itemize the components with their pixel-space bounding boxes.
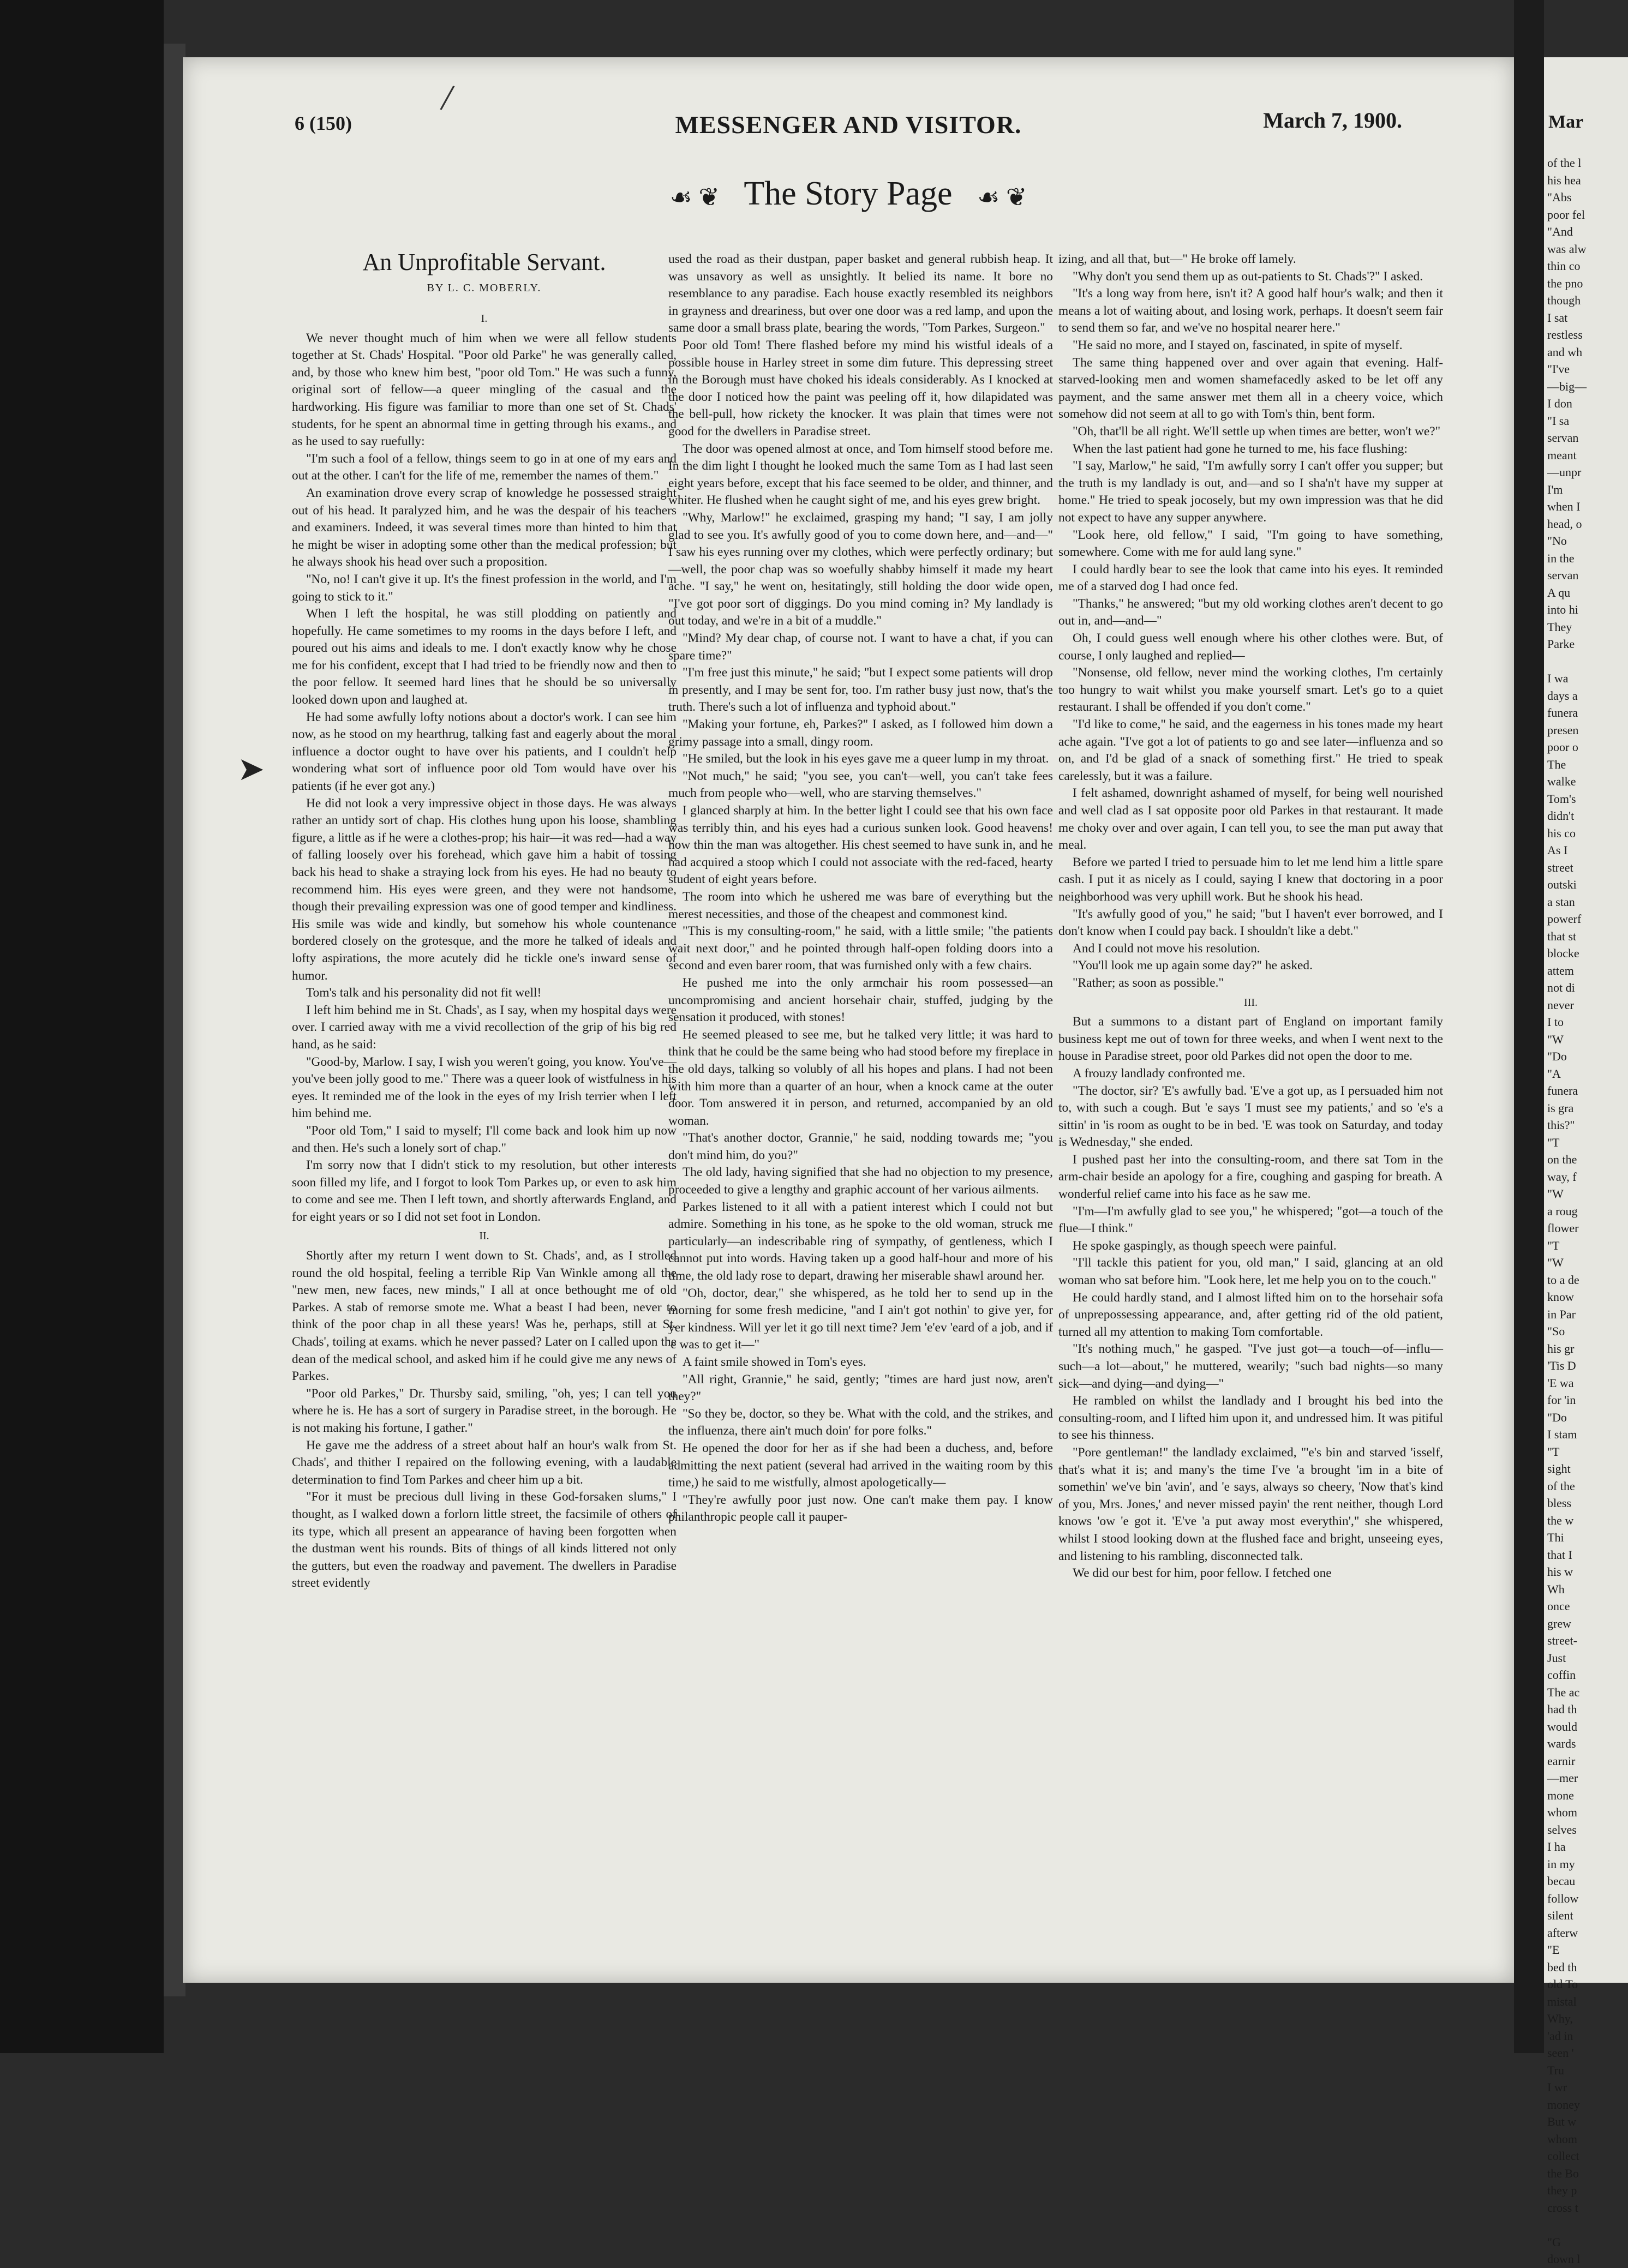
adjacent-page-line: restless bbox=[1547, 328, 1583, 341]
column-1 bbox=[292, 308, 677, 1592]
adjacent-page-line: thin co bbox=[1547, 259, 1581, 273]
adjacent-page-line: never bbox=[1547, 998, 1574, 1012]
masthead: MESSENGER AND VISITOR. bbox=[675, 111, 1022, 139]
adjacent-page-line: was alw bbox=[1547, 242, 1587, 256]
adjacent-page-line: But w bbox=[1547, 2115, 1577, 2128]
adjacent-page-line: a stan bbox=[1547, 895, 1575, 909]
story-paragraph: "Making your fortune, eh, Parkes?" I asked, as I followed him down a grimy passage into a small, dingy room. bbox=[668, 717, 1053, 749]
adjacent-page-line: street bbox=[1547, 860, 1573, 874]
issue-date: March 7, 1900. bbox=[1263, 108, 1402, 133]
adjacent-page-line: coffin bbox=[1547, 1668, 1576, 1682]
adjacent-page-line: —big— bbox=[1547, 379, 1587, 393]
story-paragraph: "He smiled, but the look in his eyes gave me a queer lump in my throat. bbox=[683, 752, 1049, 766]
story-paragraph: I'm sorry now that I didn't stick to my resolution, but other interests soon filled my life, and I forgot to look Tom Parkes up, or even to ask him to come and see me. Then I left town, and shortly afterwards England, and for eight years or so I did not set foot in London. bbox=[292, 1158, 677, 1224]
adjacent-page-line: "W bbox=[1547, 1187, 1564, 1201]
adjacent-page-line: The ac bbox=[1547, 1685, 1580, 1699]
adjacent-page-line: attem bbox=[1547, 963, 1574, 977]
adjacent-page-line: to a de bbox=[1547, 1273, 1579, 1287]
story-paragraph: I glanced sharply at him. In the better light I could see that his own face was terribly thin, and his eyes had a curious sunken look. Good heavens! how thin the man was altogether. His chest seemed to have sunk in, and he had acquired a stoop which I could not associate with the red-faced, hearty student of eight years before. bbox=[668, 803, 1053, 887]
adjacent-page-line: into hi bbox=[1547, 603, 1578, 616]
adjacent-page-line: his w bbox=[1547, 1565, 1573, 1579]
story-paragraph: Before we parted I tried to persuade him to let me lend him a little spare cash. I put it as nicely as I could, saying I knew that doctoring in a poor neighborhood was very uphill work. But he shook his head. bbox=[1058, 855, 1443, 904]
adjacent-page-line: once bbox=[1547, 1599, 1570, 1613]
adjacent-page-line: They bbox=[1547, 620, 1572, 634]
story-paragraph: I left him behind me in St. Chads', as I say, when my hospital days were over. I carried away with me a vivid recollection of the grip of his big red hand, as he said: bbox=[292, 1003, 677, 1052]
adjacent-page-line: As I bbox=[1547, 843, 1568, 857]
story-paragraph: When the last patient had gone he turned to me, his face flushing: bbox=[1073, 441, 1408, 456]
story-paragraph: "I say, Marlow," he said, "I'm awfully sorry I can't offer you supper; but the truth is my landlady is out, and—and so I sha'n't have my supper at home." He tried to speak jocosely, but my own impression was that he did not expect to have any supper anywhere. bbox=[1058, 459, 1443, 525]
story-paragraph: "All right, Grannie," he said, gently; "times are hard just now, aren't they?" bbox=[668, 1372, 1053, 1404]
page-number: 6 (150) bbox=[295, 112, 352, 134]
story-paragraph: "So they be, doctor, so they be. What with the cold, and the strikes, and the influenza, there ain't much doin' for pore folks." bbox=[668, 1406, 1053, 1438]
story-paragraph: used the road as their dustpan, paper basket and general rubbish heap. It was unsavory as well as unsightly. It belied its name. It bore no resemblance to any paradise. Each house exactly resembled its neighbors in grayness and dreariness, but over one door was a red lamp, and upon the same door a small brass plate, bearing the words, "Tom Parkes, Surgeon." bbox=[668, 252, 1053, 335]
adjacent-page-line: follow bbox=[1547, 1891, 1579, 1905]
adjacent-page-line: funera bbox=[1547, 1084, 1578, 1097]
story-paragraph: "It's nothing much," he gasped. "I've just got—a touch—of—influ—such—a lot—about," he muttered, wearily; "such bad nights—so many sick—and dying—and dying—" bbox=[1058, 1342, 1443, 1391]
adjacent-page-line: money bbox=[1547, 2097, 1580, 2111]
story-paragraph: "I'm such a fool of a fellow, things seem to go in at one of my ears and out at the other. I can't for the life of me, remember the names of them." bbox=[292, 451, 677, 483]
story-paragraph: But a summons to a distant part of England on important family business kept me out of town for three weeks, and when I went next to the house in Paradise street, poor old Parkes did not open the door to me. bbox=[1058, 1015, 1443, 1064]
story-paragraph: "They're awfully poor just now. One can't make them pay. I know philanthropic people call it pauper- bbox=[668, 1492, 1053, 1525]
adjacent-page-line: selves bbox=[1547, 1822, 1577, 1837]
adjacent-page-line: "Abs bbox=[1547, 190, 1572, 204]
adjacent-page-line: his hea bbox=[1547, 173, 1581, 187]
story-paragraph: "I'd like to come," he said, and the eagerness in his tones made my heart ache again. "I've got a lot of patients to go and see later—influenza and so on, and I'd be glad of a snack of something first." He tried to speak carelessly, but it was a failure. bbox=[1058, 717, 1443, 783]
section-title bbox=[183, 175, 1514, 213]
story-paragraph: "Look here, old fellow," I said, "I'm going to have something, somewhere. Come with me for auld lang syne." bbox=[1058, 527, 1443, 560]
story-paragraph: "No, no! I can't give it up. It's the finest profession in the world, and I'm going to stick to it." bbox=[292, 572, 677, 604]
adjacent-page-line bbox=[1544, 653, 1628, 670]
adjacent-page-line: the pno bbox=[1547, 276, 1583, 290]
story-paragraph: "I'm—I'm awfully glad to see you," he whispered; "got—a touch of the flue—I think." bbox=[1058, 1204, 1443, 1236]
adjacent-page-line: grew bbox=[1547, 1616, 1571, 1630]
story-paragraph: Poor old Tom! There flashed before my mind his wistful ideals of a possible house in Harley street in some dim future. This depressing street in the Borough must have choked his ideals considerably. As I knocked at the door I noticed how the paint was peeling off it, how dilapidated was the bell-pull, how rickety the knocker. It was plain that times were not good for the dwellers in Paradise street. bbox=[668, 338, 1053, 439]
adjacent-page-line: walke bbox=[1547, 775, 1576, 788]
story-paragraph: I felt ashamed, downright ashamed of myself, for being well nourished and well clad as I sat opposite poor old Parkes in that restaurant. It made me choky over and over again, I can tell you, to see the man put away that meal. bbox=[1058, 786, 1443, 853]
adjacent-page-line: poor o bbox=[1547, 740, 1578, 754]
adjacent-page-line: "And bbox=[1547, 225, 1573, 238]
adjacent-page-line: 'ad in bbox=[1547, 2029, 1573, 2043]
adjacent-page-line: of the bbox=[1547, 1479, 1575, 1493]
adjacent-page-line: collect bbox=[1547, 2149, 1579, 2163]
story-paragraph: A faint smile showed in Tom's eyes. bbox=[683, 1355, 866, 1369]
adjacent-page-line: "T bbox=[1547, 1444, 1560, 1459]
story-paragraph: Tom's talk and his personality did not fit well! bbox=[306, 986, 542, 1000]
adjacent-page-line: 'E wa bbox=[1547, 1376, 1574, 1390]
margin-arrow-icon: ➤ bbox=[237, 751, 265, 787]
story-paragraph: "Oh, that'll be all right. We'll settle up when times are better, won't we?" bbox=[1073, 424, 1441, 439]
newspaper-page bbox=[183, 57, 1514, 1983]
adjacent-page-line: days a bbox=[1547, 688, 1578, 703]
adjacent-page-line: that I bbox=[1547, 1547, 1572, 1562]
adjacent-page-line: funera bbox=[1547, 706, 1578, 719]
section-numeral: II. bbox=[479, 1230, 489, 1243]
story-title: An Unprofitable Servant. bbox=[362, 249, 606, 275]
adjacent-page-line: "A bbox=[1547, 1066, 1561, 1081]
story-paragraph: "This is my consulting-room," he said, with a little smile; "the patients wait next door," and he pointed through half-open folding doors into a second and even barer room, that was furnished only with a few chairs. bbox=[668, 924, 1053, 973]
adjacent-page-line: silent bbox=[1547, 1909, 1573, 1922]
adjacent-page-line: "W bbox=[1547, 1032, 1564, 1046]
adjacent-page-line: the Bo bbox=[1547, 2166, 1579, 2180]
story-paragraph: "Pore gentleman!" the landlady exclaimed, "'e's bin and starved 'isself, that's what it is; and many's the time I've 'a brought 'im in a bite of somethin' we've bin 'avin', and 'e says, always so cheery, 'Now that's kind of you, Mrs. Jones,' and never missed payin' the rent neither, though Lord knows 'ow 'e got it. 'E've 'a put away most everythin'," she whispered, whilst I stood looking down at the flushed face and bright, unseeing eyes, and listening to his rambling, disconnected talk. bbox=[1058, 1445, 1443, 1563]
story-paragraph: An examination drove every scrap of knowledge he possessed straight out of his head. It paralyzed him, and he was the despair of his teachers and examiners. Indeed, it was several times more than hinted to him that he might be wiser in adopting some other than the medical profession; but he always shook his head over such a proposition. bbox=[292, 485, 677, 569]
adjacent-page-line: "W bbox=[1547, 1256, 1564, 1269]
adjacent-page-line: Why, bbox=[1547, 2012, 1573, 2025]
adjacent-page-line: down l bbox=[1547, 2252, 1581, 2266]
story-paragraph: We did our best for him, poor fellow. I fetched one bbox=[1073, 1566, 1332, 1581]
story-paragraph: "Good-by, Marlow. I say, I wish you weren't going, you know. You've—you've been jolly good to me." There was a queer look of wistfulness in his eyes. It reminded me of the look in the eyes of my Irish terrier when I left him behind me. bbox=[292, 1054, 677, 1121]
story-paragraph: He rambled on whilst the landlady and I brought his bed into the consulting-room, and I lifted him upon it, and undressed him. It was pitiful to see his thinness. bbox=[1058, 1394, 1443, 1443]
adjacent-page-line: "Do bbox=[1547, 1049, 1567, 1063]
story-paragraph: "It's awfully good of you," he said; "but I haven't ever borrowed, and I don't know when I could pay back. I shouldn't like a debt." bbox=[1058, 907, 1443, 939]
story-paragraph: "Mind? My dear chap, of course not. I want to have a chat, if you can spare time?" bbox=[668, 631, 1053, 663]
adjacent-page-line: for 'in bbox=[1547, 1393, 1576, 1407]
adjacent-page-line: blocke bbox=[1547, 946, 1579, 960]
adjacent-page-line: Just bbox=[1547, 1651, 1566, 1665]
story-paragraph: He could hardly stand, and I almost lifted him on to the horsehair sofa of unprepossessing appearance, and, after getting rid of the old patient, turned all my attention to making Tom comfortable. bbox=[1058, 1290, 1443, 1339]
adjacent-page-line: I don bbox=[1547, 397, 1572, 410]
adjacent-page-line: whom bbox=[1547, 2132, 1577, 2146]
story-paragraph: The old lady, having signified that she had no objection to my presence, proceeded to give a lengthy and graphic account of her various ailments. bbox=[668, 1165, 1053, 1197]
adjacent-page-line: a roug bbox=[1547, 1204, 1578, 1218]
story-paragraph: "Oh, doctor, dear," she whispered, as he told her to send up in the morning for some fresh medicine, "and I ain't got nothin' to give yer, for yer kindness. Will yer let it go till next time? Jem 'e'ev 'eard of a job, and if 'e was to get it—" bbox=[668, 1286, 1053, 1352]
adjacent-page-line: Tom's bbox=[1547, 791, 1576, 806]
adjacent-page-line: wards bbox=[1547, 1737, 1576, 1750]
column-3 bbox=[1058, 251, 1443, 1582]
story-paragraph: "You'll look me up again some day?" he asked. bbox=[1073, 958, 1313, 973]
adjacent-page-line: I wa bbox=[1547, 671, 1569, 685]
adjacent-page-line: this?" bbox=[1547, 1118, 1575, 1132]
story-paragraph: "I'll tackle this patient for you, old man," I said, glancing at an old woman who sat before him. "Look here, let me help you on to the couch." bbox=[1058, 1256, 1443, 1288]
adjacent-page-line: Thi bbox=[1547, 1531, 1564, 1544]
adjacent-page-line: his co bbox=[1547, 826, 1576, 840]
story-paragraph: "Rather; as soon as possible." bbox=[1073, 975, 1224, 990]
adjacent-page-line: the w bbox=[1547, 1513, 1574, 1527]
story-paragraph: "Why don't you send them up as out-patients to St. Chads'?" I asked. bbox=[1073, 269, 1423, 284]
adjacent-page-line: mone bbox=[1547, 1788, 1574, 1802]
adjacent-page-line: presen bbox=[1547, 723, 1579, 737]
adjacent-page-line: servan bbox=[1547, 431, 1579, 445]
story-paragraph: "Why, Marlow!" he exclaimed, grasping my hand; "I say, I am jolly glad to see you. It's awfully good of you to come down here, and—and—" I saw his eyes running over my clothes, which were perfectly ordinary; but—well, the poor chap was so woefully shabby himself it made my heart ache. "I say," he went on, hesitatingly, still holding the door wide open, "I've got poor sort of diggings. Do you mind coming in? My landlady is out today, and we're in a bit of a muddle." bbox=[668, 510, 1053, 628]
adjacent-page-line: and wh bbox=[1547, 345, 1583, 359]
adjacent-page-line: A qu bbox=[1547, 585, 1571, 599]
binding-shadow bbox=[0, 0, 164, 2053]
fleuron-icon: ☙ ❦ bbox=[977, 183, 1027, 211]
adjacent-page-line: flower bbox=[1547, 1221, 1579, 1235]
story-byline: BY L. C. MOBERLY. bbox=[427, 282, 542, 294]
adjacent-page-line: poor fel bbox=[1547, 207, 1585, 221]
story-paragraph: The door was opened almost at once, and Tom himself stood before me. In the dim light I thought he looked much the same Tom as I had last seen eight years before, except that his face seemed to be older, and thinner, and whiter. He flushed when he caught sight of me, and his eyes grew bright. bbox=[668, 441, 1053, 508]
story-paragraph: He gave me the address of a street about half an hour's walk from St. Chads', and thither I repaired on the following evening, with a laudable determination to find Tom Parkes and cheer him up a bit. bbox=[292, 1438, 677, 1487]
adjacent-page-line: The bbox=[1547, 757, 1566, 771]
story-paragraph: "He said no more, and I stayed on, fascinated, in spite of myself. bbox=[1073, 338, 1403, 352]
adjacent-page-line: whom bbox=[1547, 1805, 1577, 1819]
story-paragraph: Parkes listened to it all with a patient interest which I could not but admire. Something in his tone, as he spoke to the old woman, struck me particularly—an indescribable ring of sympathy, of gentleness, which I cannot put into words. Having taken up a good half-hour and more of his time, the old lady rose to depart, drawing her miserable shawl around her. bbox=[668, 1199, 1053, 1283]
column-2 bbox=[668, 251, 1053, 1526]
adjacent-page-line: sight bbox=[1547, 1462, 1571, 1475]
adjacent-page-line: Wh bbox=[1547, 1582, 1565, 1596]
binding-edge bbox=[164, 44, 185, 1996]
adjacent-page-lines bbox=[1544, 154, 1628, 2268]
story-paragraph: izing, and all that, but—" He broke off lamely. bbox=[1058, 252, 1296, 266]
adjacent-page-line: old To bbox=[1547, 1977, 1578, 1991]
adjacent-page-line: "G bbox=[1547, 2235, 1561, 2249]
adjacent-page-line: I ha bbox=[1547, 1840, 1566, 1853]
story-paragraph: "Poor old Tom," I said to myself; I'll come back and look him up now and then. He's such a lonely sort of chap." bbox=[292, 1123, 677, 1155]
adjacent-page-line: is gra bbox=[1547, 1101, 1574, 1115]
story-paragraph: I pushed past her into the consulting-room, and there sat Tom in the arm-chair beside an apology for a fire, coughing and gasping for breath. A wonderful relief came into his face as he saw me. bbox=[1058, 1152, 1443, 1202]
adjacent-page-line: had th bbox=[1547, 1702, 1577, 1716]
story-paragraph: The room into which he ushered me was bare of everything but the merest necessities, and those of the cheapest and commonest kind. bbox=[668, 889, 1053, 921]
section-numeral: I. bbox=[481, 313, 488, 325]
adjacent-page-line: "I sa bbox=[1547, 413, 1570, 428]
story-paragraph: A frouzy landlady confronted me. bbox=[1073, 1066, 1246, 1081]
story-paragraph: He opened the door for her as if she had been a duchess, and, before admitting the next patient (several had arrived in the waiting room by this time,) he said to me wistfully, almost apologetically— bbox=[668, 1441, 1053, 1490]
adjacent-page-line: I sat bbox=[1547, 310, 1568, 325]
adjacent-page-line: afterw bbox=[1547, 1925, 1578, 1940]
adjacent-page-line: cross t bbox=[1547, 2200, 1578, 2215]
adjacent-page-line: way, f bbox=[1547, 1169, 1577, 1184]
adjacent-page-line: head, o bbox=[1547, 517, 1582, 531]
page-gutter bbox=[1514, 0, 1544, 2053]
story-paragraph: He did not look a very impressive object in those days. He was always rather an untidy sort of chap. His clothes hung upon his loose, shambling figure, a little as if he were a clothes-prop; his hair—it was red—had a way of falling loosely over his forehead, which gave him a habit of tossing back his head to shake a straying lock from his eyes. He had no beauty to recommend him. His eyes were green, and they were not handsome, though their prevailing expression was one of good temper and kindliness. His smile was wide and kindly, but somehow his whole countenance bordered closely on the grotesque, and the more he talked of ideals and lofty aspirations, the more acutely did he tickle one's inward sense of humor. bbox=[292, 796, 677, 983]
adjacent-page-line: mistal bbox=[1547, 1994, 1577, 2008]
adjacent-page-line: didn't bbox=[1547, 809, 1575, 823]
adjacent-page-line: I'm bbox=[1547, 482, 1563, 496]
adjacent-page-line: not di bbox=[1547, 981, 1575, 994]
adjacent-page-line: know bbox=[1547, 1290, 1574, 1304]
story-paragraph: The same thing happened over and over again that evening. Half-starved-looking men and women shamefacedly asked to be let off any payment, and the same answer met them all in a cheery voice, which somehow did not seem at all to go with Tom's thin, bent form. bbox=[1058, 355, 1443, 422]
story-paragraph: "Poor old Parkes," Dr. Thursby said, smiling, "oh, yes; I can tell you where he is. He has a sort of surgery in Paradise street, in the borough. He is not making his fortune, I gather." bbox=[292, 1386, 677, 1435]
adjacent-page-line: —unpr bbox=[1547, 465, 1582, 479]
adjacent-page-line: I wr bbox=[1547, 2080, 1567, 2094]
story-paragraph: He seemed pleased to see me, but he talked very little; it was hard to think that he could be the same being who had stood before my fireplace in the old days, talking so volubly of all his hopes and plans. I had not been with him more than a quarter of an hour, when a knock came at the outer door. Tom answered it in person, and returned, accompanied by an old woman. bbox=[668, 1027, 1053, 1128]
story-paragraph: I could hardly bear to see the look that came into his eyes. It reminded me of a starved dog I had once fed. bbox=[1058, 562, 1443, 594]
story-paragraph: When I left the hospital, he was still plodding on patiently and hopefully. He came sometimes to my rooms in the days before I left, and poured out his aims and ideals to me. I don't exactly know why he chose me for his confident, except that I had tried to be friendly now and then to the poor fellow. It seemed hard lines that he should be so universally looked down upon and laughed at. bbox=[292, 607, 677, 707]
adjacent-page-line: I stam bbox=[1547, 1427, 1577, 1441]
story-paragraph: And I could not move his resolution. bbox=[1073, 941, 1260, 956]
adjacent-page-fragment bbox=[1544, 57, 1628, 2266]
adjacent-page-line: in my bbox=[1547, 1857, 1575, 1871]
adjacent-page-line: "E bbox=[1547, 1943, 1560, 1957]
story-paragraph: He had some awfully lofty notions about a doctor's work. I can see him now, as he stood on my hearthrug, talking fast and eagerly about the moral influence a doctor ought to have over his patients, and I couldn't help wondering what sort of influence poor old Tom would have over his patients (if he ever got any.) bbox=[292, 710, 677, 794]
story-paragraph: He pushed me into the only armchair his room possessed—an uncompromising and ancient horsehair chair, stuffed, judging by the sensation it produced, with stones! bbox=[668, 975, 1053, 1025]
adjacent-page-line: servan bbox=[1547, 568, 1579, 582]
adjacent-page-line: would bbox=[1547, 1719, 1577, 1733]
adjacent-page-line: "So bbox=[1547, 1324, 1565, 1338]
adjacent-page-line: —mer bbox=[1547, 1771, 1578, 1785]
adjacent-page-line: Parke bbox=[1547, 637, 1575, 651]
adjacent-page-line: I to bbox=[1547, 1015, 1564, 1029]
adjacent-page-line: bed th bbox=[1547, 1960, 1577, 1974]
story-paragraph: Oh, I could guess well enough where his other clothes were. But, of course, I only laughed and replied— bbox=[1058, 631, 1443, 663]
section-numeral: III. bbox=[1244, 996, 1258, 1009]
adjacent-page-line: bless bbox=[1547, 1496, 1571, 1510]
adjacent-page-line: meant bbox=[1547, 448, 1577, 462]
adjacent-page-line: "T bbox=[1547, 1135, 1560, 1149]
story-paragraph: "For it must be precious dull living in these God-forsaken slums," I thought, as I walked down a forlorn little street, the facsimile of others of its type, which all present an appearance of having been forgotten when the dustman went his rounds. Bits of things of all kinds littered not only the gutters, but even the roadway and pavement. The dwellers in Paradise street evidently bbox=[292, 1490, 677, 1591]
adjacent-page-line: becau bbox=[1547, 1874, 1576, 1888]
adjacent-page-line: "No bbox=[1547, 534, 1567, 548]
story-paragraph: "Nonsense, old fellow, never mind the working clothes, I'm certainly too hungry to wait whilst you make yourself smart. Let's go to a quiet restaurant. I shall be offended if you don't come." bbox=[1058, 665, 1443, 715]
adjacent-page-line: outski bbox=[1547, 878, 1577, 891]
story-paragraph: He spoke gaspingly, as though speech were painful. bbox=[1073, 1238, 1337, 1253]
adjacent-page-line: "Do bbox=[1547, 1410, 1567, 1424]
story-paragraph: "The doctor, sir? 'E's awfully bad. 'E've a got up, as I persuaded him not to, with such a cough. But 'e says 'I must see my patients,' and so 'e's a sittin' in 'is room as ought to be in bed. 'E was took on Saturday, and today is Wednesday," she ended. bbox=[1058, 1083, 1443, 1150]
adjacent-page-line: his gr bbox=[1547, 1341, 1575, 1355]
story-paragraph: "I'm free just this minute," he said; "but I expect some patients will drop in presently, and I may be sent for, too. I'm rather busy just now, that's the truth. There's such a lot of influenza and typhoid about." bbox=[668, 665, 1053, 715]
adjacent-page-line: on the bbox=[1547, 1153, 1577, 1166]
fleuron-icon: ☙ ❦ bbox=[669, 183, 720, 211]
adjacent-page-line: when I bbox=[1547, 500, 1581, 513]
story-paragraph: "Thanks," he answered; "but my old working clothes aren't decent to go out in, and—and—" bbox=[1058, 596, 1443, 628]
adjacent-page-line: though bbox=[1547, 293, 1581, 307]
adjacent-page-line: seen ' bbox=[1547, 2046, 1574, 2060]
adjacent-page-line: powerf bbox=[1547, 912, 1582, 926]
adjacent-page-line: "T bbox=[1547, 1238, 1560, 1252]
story-paragraph: Shortly after my return I went down to St. Chads', and, as I strolled round the old hospital, feeling a terrible Rip Van Winkle among all the "new men, new faces, new minds," I all at once bethought me of old Parkes. A stab of remorse smote me. What a beast I had been, never to think of the poor chap in all these years! Was he, perhaps, still at St. Chads', toiling at exams. which he never passed? Later on I called upon the dean of the medical school, and asked him if he could give me any news of Parkes. bbox=[292, 1249, 677, 1384]
story-paragraph: "Not much," he said; "you see, you can't—well, you can't take fees much from people who—well, who are starving themselves." bbox=[668, 769, 1053, 801]
pencil-mark: / bbox=[438, 76, 457, 120]
story-paragraph: "That's another doctor, Grannie," he said, nodding towards me; "you don't mind him, do you?" bbox=[668, 1131, 1053, 1162]
adjacent-page-line: in the bbox=[1547, 551, 1575, 565]
story-paragraph: "It's a long way from here, isn't it? A good half hour's walk; and then it means a lot of waiting about, and losing work, perhaps. It doesn't seem fair to send them so far, and we've no hospital nearer here." bbox=[1058, 286, 1443, 335]
story-paragraph: We never thought much of him when we were all fellow students together at St. Chads' Hospital. "Poor old Parke" he was generally called, and, by those who knew him best, "poor old Tom." He was such a funny, original sort of fellow—a queer mingling of the casual and the hardworking. His figure was familiar to more than one set of St. Chads' students, for he spent an abnormal time in getting through his exams., and as he used to say ruefully: bbox=[292, 331, 677, 449]
adjacent-page-line: Tru bbox=[1547, 2063, 1564, 2077]
adjacent-page-header: Mar bbox=[1548, 112, 1584, 132]
adjacent-page-line: earnir bbox=[1547, 1754, 1576, 1768]
adjacent-page-line: of the l bbox=[1547, 156, 1582, 170]
adjacent-page-line bbox=[1544, 2216, 1628, 2234]
adjacent-page-line: they p bbox=[1547, 2183, 1577, 2197]
adjacent-page-line: street- bbox=[1547, 1634, 1577, 1647]
adjacent-page-line: "I've bbox=[1547, 362, 1570, 376]
adjacent-page-line: in Par bbox=[1547, 1307, 1576, 1321]
adjacent-page-line: 'Tis D bbox=[1547, 1359, 1576, 1372]
section-title-text: The Story Page bbox=[744, 175, 953, 212]
adjacent-page-line: that st bbox=[1547, 929, 1577, 943]
